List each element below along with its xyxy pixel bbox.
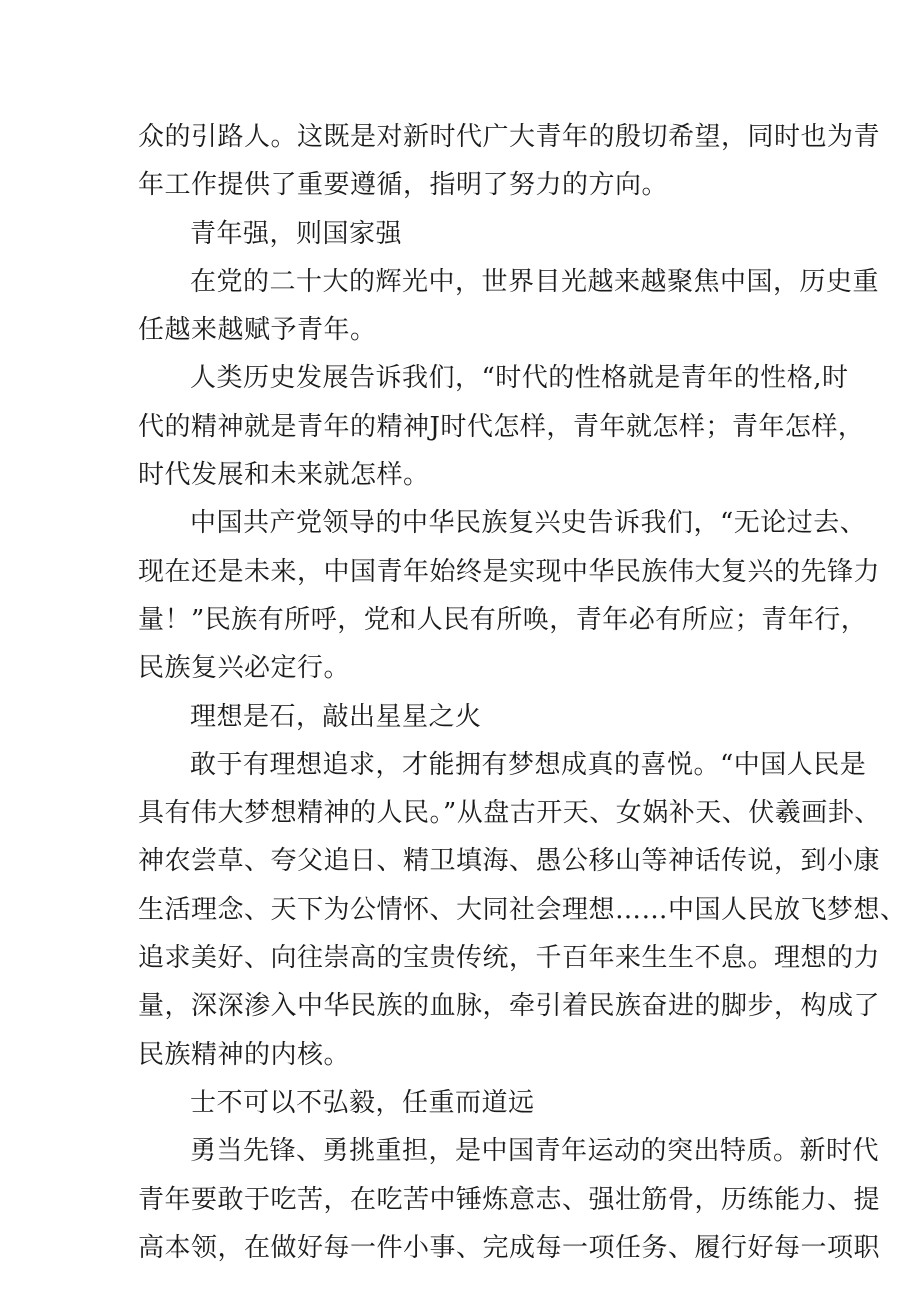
text-line: 具有伟大梦想精神的人民。”从盘古开天、女娲补天、伏羲画卦、	[138, 798, 881, 829]
text-line: 众的引路人。这既是对新时代广大青年的殷切希望，同时也为青	[138, 122, 881, 152]
text-line: 时代发展和未来就怎样。	[138, 460, 430, 491]
text-line: 青年要敢于吃苦，在吃苦中锤炼意志、强壮筋骨，历练能力、提	[138, 1184, 881, 1215]
text-line: 量，深深渗入中华民族的血脉，牵引着民族奋进的脚步，构成了	[138, 991, 881, 1022]
text-line: 代的精神就是青年的精神J时代怎样，青年就怎样；青年怎样，	[138, 411, 865, 442]
text-line: 年工作提供了重要遵循，指明了努力的方向。	[138, 170, 669, 201]
paragraph-3	[138, 258, 880, 355]
section-heading-1	[138, 210, 798, 258]
text-line: 人类历史发展告诉我们，“时代的性格就是青年的性格,时	[190, 363, 849, 394]
text-line: 勇当先锋、勇挑重担，是中国青年运动的突出特质。新时代	[190, 1136, 880, 1167]
paragraph-9	[138, 1127, 881, 1272]
text-line: 民族精神的内核。	[138, 1039, 351, 1070]
text-line: 生活理念、天下为公情怀、大同社会理想……中国人民放飞梦想、	[138, 894, 907, 925]
section-heading-2	[138, 693, 798, 741]
text-line: 中国共产党领导的中华民族复兴史告诉我们，“无论过去、	[190, 508, 867, 539]
text-line: 神农尝草、夸父追日、精卫填海、愚公移山等神话传说，到小康	[138, 846, 881, 877]
paragraph-4	[138, 354, 865, 499]
text-line: 量！”民族有所呼，党和人民有所唤，青年必有所应；青年行，	[138, 604, 868, 635]
heading-line: 理想是石，敲出星星之火	[190, 701, 482, 732]
paragraph-5	[138, 499, 881, 692]
paragraph-7	[138, 741, 907, 1079]
heading-line: 青年强，则国家强	[190, 218, 403, 249]
document-body	[138, 113, 907, 1272]
text-line: 敢于有理想追求，才能拥有梦想成真的喜悦。“中国人民是	[190, 749, 867, 780]
text-line: 任越来越赋予青年。	[138, 315, 377, 346]
text-line: 现在还是未来，中国青年始终是实现中华民族伟大复兴的先锋力	[138, 556, 881, 587]
text-line: 在党的二十大的辉光中，世界目光越来越聚焦中国，历史重	[190, 266, 880, 297]
section-heading-3	[138, 1079, 798, 1127]
paragraph-1	[138, 113, 881, 210]
text-line: 高本领，在做好每一件小事、完成每一项任务、履行好每一项职	[138, 1232, 881, 1263]
heading-line: 士不可以不弘毅，任重而道远	[190, 1087, 535, 1118]
text-line: 追求美好、向往崇高的宝贵传统，千百年来生生不息。理想的力	[138, 943, 881, 974]
text-line: 民族复兴必定行。	[138, 653, 351, 684]
